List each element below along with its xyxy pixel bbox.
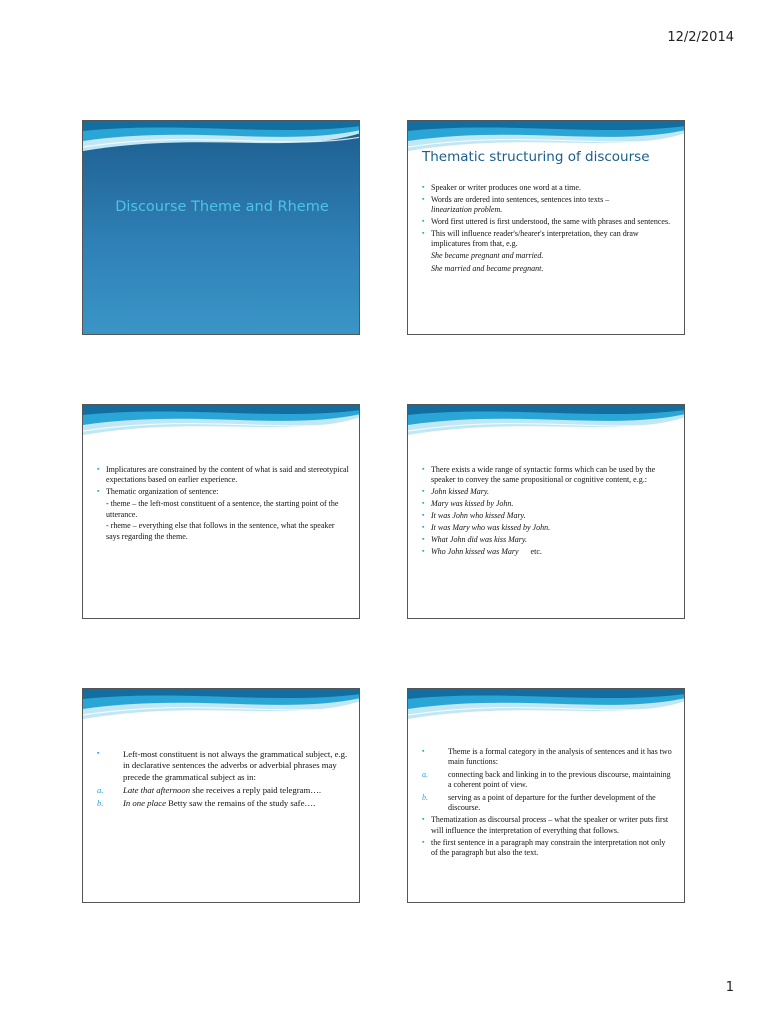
- bullet-item: [97, 749, 349, 783]
- bullet-marker: ▪: [97, 749, 100, 757]
- slide-body: [97, 749, 349, 812]
- list-marker: a.: [97, 784, 104, 795]
- bullet-item: ▪ Speaker or writer produces one word at a time.: [422, 183, 674, 193]
- example-sentence: ▪ What John did was kiss Mary.: [422, 535, 674, 545]
- example-rest-text: Betty saw the remains of the study safe….: [165, 798, 316, 809]
- example-sentence: ▪ Mary was kissed by John.: [422, 499, 674, 509]
- slide-2: [407, 120, 685, 335]
- slide-1: [82, 120, 360, 335]
- list-item-a: [422, 770, 674, 791]
- slide-header-wave: [408, 405, 685, 453]
- definition-theme: - theme – the left-most constituent of a sentence, the starting point of the utterance.: [106, 499, 339, 519]
- bullet-item: [422, 195, 674, 216]
- page-date: 12/2/2014: [667, 30, 734, 45]
- bullet-marker: ▪: [422, 747, 425, 755]
- slide-5: [82, 688, 360, 903]
- slide-body: [422, 747, 674, 860]
- bullet-italic-text: linearization problem.: [431, 205, 503, 215]
- example-sentence: She became pregnant and married.: [431, 251, 544, 261]
- example-italic-text: Who John kissed was Mary: [431, 546, 519, 556]
- slide-body: [422, 183, 674, 276]
- slide-header-wave: [83, 121, 360, 169]
- bullet-item: ▪ There exists a wide range of syntactic forms which can be used by the speaker to convey the same propositional or cognitive content, e.g.:: [422, 465, 674, 486]
- example-sentence: [422, 547, 674, 557]
- slide-body: [422, 465, 674, 559]
- slide-header-wave: [83, 689, 360, 737]
- bullet-item: ▪ Thematic organization of sentence:: [97, 487, 349, 497]
- list-item-a: [97, 785, 349, 796]
- bullet-text: Left-most constituent is not always the grammatical subject, e.g. in declarative sentences the adverbs or adverbial phrases may precede the grammatical subject as in:: [123, 749, 348, 782]
- list-text: serving as a point of departure for the further development of the discourse.: [448, 792, 656, 812]
- bullet-item: ▪ Implicatures are constrained by the content of what is said and stereotypical expectations based on earlier experience.: [97, 465, 349, 486]
- slide-4: [407, 404, 685, 619]
- bullet-item: ▪ the first sentence in a paragraph may constrain the interpretation not only of the paragraph but also the text.: [422, 838, 674, 859]
- list-marker: b.: [422, 792, 428, 802]
- list-item-b: [97, 798, 349, 809]
- list-item-b: [422, 793, 674, 814]
- example-italic-text: In one place: [123, 798, 166, 809]
- example-rest-text: she receives a reply paid telegram….: [190, 784, 322, 795]
- slide-title: Thematic structuring of discourse: [422, 149, 650, 165]
- bullet-text: Words are ordered into sentences, sentences into texts –: [431, 194, 610, 204]
- slide-header-wave: [83, 405, 360, 453]
- bullet-item: ▪ Word first uttered is first understood, the same with phrases and sentences.: [422, 217, 674, 227]
- example-sentence: She married and became pregnant.: [431, 263, 544, 273]
- page-number: 1: [725, 980, 734, 995]
- list-marker: a.: [422, 769, 428, 779]
- slide-header-wave: [408, 689, 685, 737]
- definition-rheme: - rheme – everything else that follows in the sentence, what the speaker says regarding the theme.: [106, 521, 335, 541]
- example-sentence: ▪ John kissed Mary.: [422, 487, 674, 497]
- example-italic-text: Late that afternoon: [123, 784, 191, 795]
- slide-body: [97, 465, 349, 544]
- example-tail-text: etc.: [530, 546, 542, 556]
- example-sentence: ▪ It was John who kissed Mary.: [422, 511, 674, 521]
- slide-6: [407, 688, 685, 903]
- bullet-item: ▪ This will influence reader's/hearer's interpretation, they can draw implicatures from that, e.g.: [422, 229, 674, 250]
- bullet-text: Theme is a formal category in the analysis of sentences and it has two main functions:: [448, 747, 672, 767]
- list-marker: b.: [97, 798, 104, 809]
- bullet-item: [422, 747, 674, 768]
- list-text: connecting back and linking in to the previous discourse, maintaining a coherent point of view.: [448, 769, 671, 790]
- bullet-item: ▪ Thematization as discoursal process – what the speaker or writer puts first will influence the interpretation of everything that follows.: [422, 815, 674, 836]
- slide-title: Discourse Theme and Rheme: [115, 199, 329, 215]
- slide-3: [82, 404, 360, 619]
- example-sentence: ▪ It was Mary who was kissed by John.: [422, 523, 674, 533]
